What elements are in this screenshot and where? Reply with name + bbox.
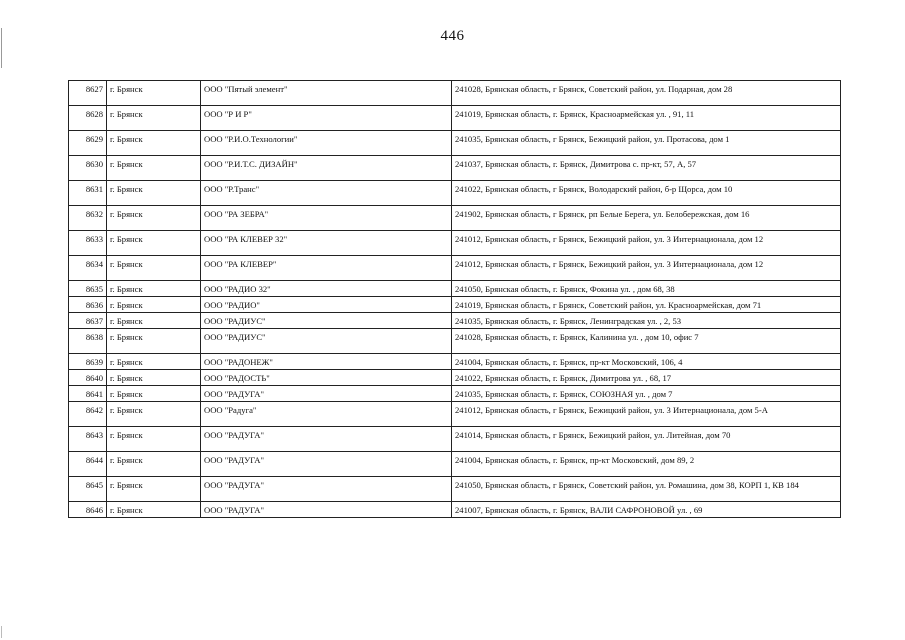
row-number-cell: 8636 (69, 297, 107, 313)
row-number-cell: 8627 (69, 81, 107, 106)
row-number-cell: 8645 (69, 477, 107, 502)
address-cell: 241028, Брянская область, г Брянск, Советский район, ул. Подарная, дом 28 (452, 81, 841, 106)
table-row (69, 502, 841, 518)
city-cell: г. Брянск (107, 402, 201, 427)
city-cell: г. Брянск (107, 281, 201, 297)
registry-table-body (69, 81, 841, 518)
city-cell: г. Брянск (107, 181, 201, 206)
organization-cell: ООО "РАДУГА" (201, 452, 452, 477)
registry-table (68, 80, 841, 518)
table-row (69, 156, 841, 181)
city-cell: г. Брянск (107, 477, 201, 502)
address-cell: 241050, Брянская область, г. Брянск, Фокина ул. , дом 68, 38 (452, 281, 841, 297)
organization-cell: ООО "РА ЗЕБРА" (201, 206, 452, 231)
organization-cell: ООО "РАДОНЕЖ" (201, 354, 452, 370)
address-cell: 241022, Брянская область, г Брянск, Володарский район, б-р Щорса, дом 10 (452, 181, 841, 206)
city-cell: г. Брянск (107, 156, 201, 181)
row-number-cell: 8634 (69, 256, 107, 281)
address-cell: 241035, Брянская область, г. Брянск, СОЮЗНАЯ ул. , дом 7 (452, 386, 841, 402)
city-cell: г. Брянск (107, 81, 201, 106)
address-cell: 241050, Брянская область, г Брянск, Советский район, ул. Ромашина, дом 38, КОРП 1, КВ 184 (452, 477, 841, 502)
row-number-cell: 8632 (69, 206, 107, 231)
table-row (69, 477, 841, 502)
table-row (69, 297, 841, 313)
address-cell: 241019, Брянская область, г Брянск, Советский район, ул. Красноармейская, дом 71 (452, 297, 841, 313)
table-row (69, 329, 841, 354)
table-row (69, 427, 841, 452)
address-cell: 241022, Брянская область, г. Брянск, Димитрова ул. , 68, 17 (452, 370, 841, 386)
row-number-cell: 8640 (69, 370, 107, 386)
row-number-cell: 8638 (69, 329, 107, 354)
city-cell: г. Брянск (107, 256, 201, 281)
table-row (69, 81, 841, 106)
organization-cell: ООО "Р.И.О.Технологии" (201, 131, 452, 156)
organization-cell: ООО "РАДУГА" (201, 386, 452, 402)
row-number-cell: 8644 (69, 452, 107, 477)
city-cell: г. Брянск (107, 106, 201, 131)
organization-cell: ООО "Р.Транс" (201, 181, 452, 206)
row-number-cell: 8643 (69, 427, 107, 452)
scan-edge-mark-bottom (1, 626, 2, 638)
city-cell: г. Брянск (107, 370, 201, 386)
table-row (69, 106, 841, 131)
row-number-cell: 8631 (69, 181, 107, 206)
organization-cell: ООО "РАДУГА" (201, 502, 452, 518)
address-cell: 241014, Брянская область, г Брянск, Бежицкий район, ул. Литейная, дом 70 (452, 427, 841, 452)
row-number-cell: 8633 (69, 231, 107, 256)
table-row (69, 231, 841, 256)
city-cell: г. Брянск (107, 502, 201, 518)
table-row (69, 402, 841, 427)
address-cell: 241012, Брянская область, г Брянск, Бежицкий район, ул. 3 Интернационала, дом 12 (452, 256, 841, 281)
organization-cell: ООО "РАДОСТЬ" (201, 370, 452, 386)
organization-cell: ООО "Р И Р" (201, 106, 452, 131)
city-cell: г. Брянск (107, 329, 201, 354)
address-cell: 241902, Брянская область, г Брянск, рп Белые Берега, ул. Белобережская, дом 16 (452, 206, 841, 231)
table-row (69, 131, 841, 156)
page-number: 446 (440, 28, 465, 44)
address-cell: 241035, Брянская область, г. Брянск, Ленинградская ул. , 2, 53 (452, 313, 841, 329)
city-cell: г. Брянск (107, 131, 201, 156)
table-row (69, 206, 841, 231)
row-number-cell: 8641 (69, 386, 107, 402)
table-row (69, 370, 841, 386)
address-cell: 241012, Брянская область, г Брянск, Бежицкий район, ул. 3 Интернационала, дом 5-А (452, 402, 841, 427)
address-cell: 241007, Брянская область, г. Брянск, ВАЛИ САФРОНОВОЙ ул. , 69 (452, 502, 841, 518)
organization-cell: ООО "РА КЛЕВЕР" (201, 256, 452, 281)
city-cell: г. Брянск (107, 231, 201, 256)
city-cell: г. Брянск (107, 313, 201, 329)
address-cell: 241035, Брянская область, г Брянск, Бежицкий район, ул. Протасова, дом 1 (452, 131, 841, 156)
table-row (69, 452, 841, 477)
organization-cell: ООО "РАДИУС" (201, 313, 452, 329)
organization-cell: ООО "РАДУГА" (201, 427, 452, 452)
organization-cell: ООО "РАДИУС" (201, 329, 452, 354)
row-number-cell: 8628 (69, 106, 107, 131)
address-cell: 241019, Брянская область, г. Брянск, Красноармейская ул. , 91, 11 (452, 106, 841, 131)
organization-cell: ООО "Радуга" (201, 402, 452, 427)
address-cell: 241012, Брянская область, г Брянск, Бежицкий район, ул. 3 Интернационала, дом 12 (452, 231, 841, 256)
city-cell: г. Брянск (107, 206, 201, 231)
address-cell: 241004, Брянская область, г. Брянск, пр-кт Московский, 106, 4 (452, 354, 841, 370)
organization-cell: ООО "РАДИО" (201, 297, 452, 313)
organization-cell: ООО "РА КЛЕВЕР 32" (201, 231, 452, 256)
row-number-cell: 8639 (69, 354, 107, 370)
organization-cell: ООО "РАДИО 32" (201, 281, 452, 297)
city-cell: г. Брянск (107, 354, 201, 370)
organization-cell: ООО "РАДУГА" (201, 477, 452, 502)
city-cell: г. Брянск (107, 297, 201, 313)
row-number-cell: 8642 (69, 402, 107, 427)
row-number-cell: 8637 (69, 313, 107, 329)
table-row (69, 386, 841, 402)
city-cell: г. Брянск (107, 427, 201, 452)
address-cell: 241037, Брянская область, г. Брянск, Димитрова с. пр-кт, 57, А, 57 (452, 156, 841, 181)
table-row (69, 256, 841, 281)
table-row (69, 281, 841, 297)
city-cell: г. Брянск (107, 386, 201, 402)
city-cell: г. Брянск (107, 452, 201, 477)
row-number-cell: 8646 (69, 502, 107, 518)
organization-cell: ООО "Р.И.Т.С. ДИЗАЙН" (201, 156, 452, 181)
table-row (69, 354, 841, 370)
address-cell: 241028, Брянская область, г. Брянск, Калинина ул. , дом 10, офис 7 (452, 329, 841, 354)
row-number-cell: 8630 (69, 156, 107, 181)
table-row (69, 181, 841, 206)
table-row (69, 313, 841, 329)
address-cell: 241004, Брянская область, г. Брянск, пр-кт Московский, дом 89, 2 (452, 452, 841, 477)
organization-cell: ООО "Пятый элемент" (201, 81, 452, 106)
row-number-cell: 8629 (69, 131, 107, 156)
row-number-cell: 8635 (69, 281, 107, 297)
